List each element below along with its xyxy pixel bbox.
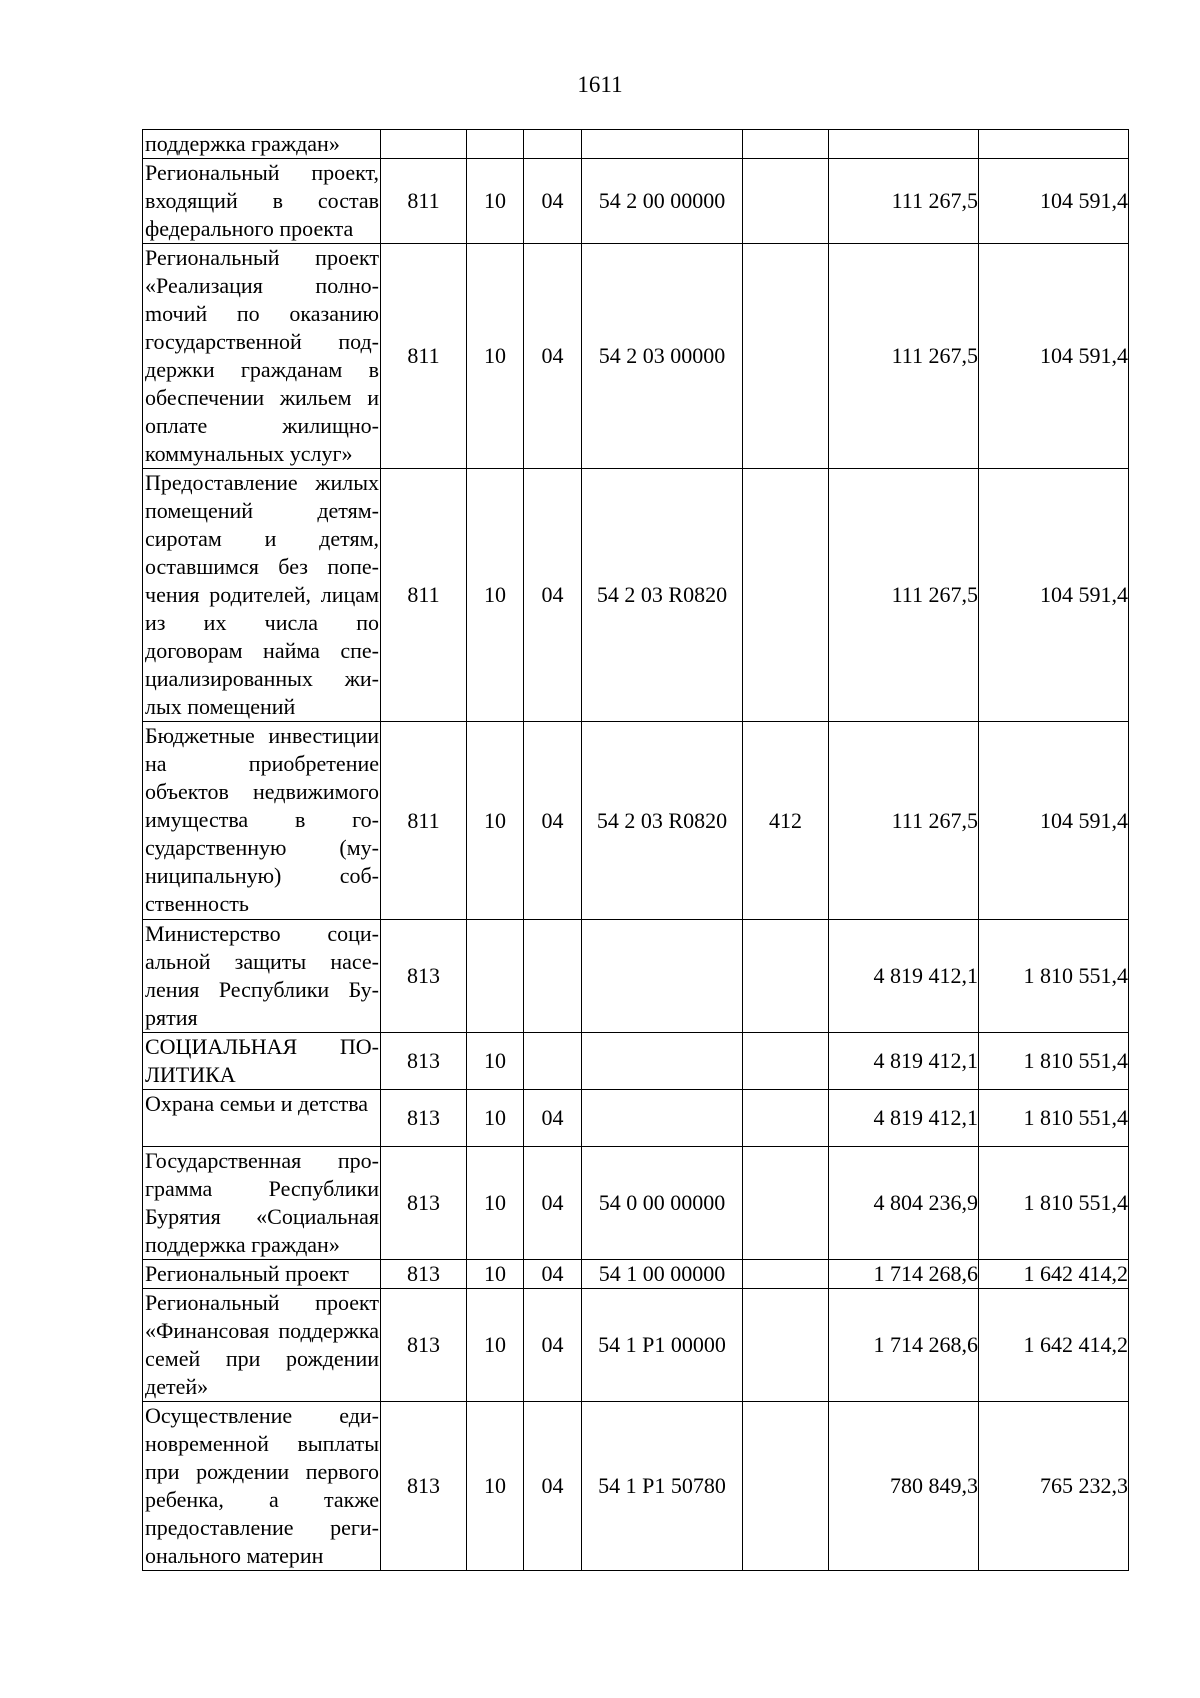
row-name-cell: Бюджетные инвестиции на приобретение объектов недвижимого имущества в государственную (муниципальную) собственность <box>143 722 381 920</box>
target-article-cell: 54 2 00 00000 <box>582 159 743 244</box>
table-row <box>143 1090 1129 1147</box>
row-name-cell: Региональный проект, входящий в состав федерального проекта <box>143 159 381 244</box>
amount-year2-cell <box>979 130 1129 159</box>
section-cell: 10 <box>467 1260 524 1289</box>
row-name-cell: Охрана семьи и детства <box>143 1090 381 1147</box>
table-row <box>143 1147 1129 1260</box>
amount-year2-cell: 104 591,4 <box>979 159 1129 244</box>
subsection-cell: 04 <box>524 1402 582 1571</box>
amount-year2-cell: 1 810 551,4 <box>979 920 1129 1033</box>
section-cell: 10 <box>467 1289 524 1402</box>
target-article-cell: 54 1 P1 50780 <box>582 1402 743 1571</box>
table-row <box>143 159 1129 244</box>
table-row <box>143 722 1129 920</box>
row-name-cell: Региональный проект «Реализация полноmочий по оказанию государственной поддержки гражданам в обеспечении жильем и оплате жилищно-коммунальных услуг» <box>143 244 381 469</box>
expense-type-cell <box>743 130 829 159</box>
table-row <box>143 130 1129 159</box>
section-cell: 10 <box>467 159 524 244</box>
expense-type-cell <box>743 469 829 722</box>
subsection-cell: 04 <box>524 1260 582 1289</box>
row-name-cell: Региональный проект «Финансовая поддержка семей при рождении детей» <box>143 1289 381 1402</box>
expense-type-cell <box>743 1147 829 1260</box>
grbs-cell <box>381 130 467 159</box>
grbs-cell: 811 <box>381 159 467 244</box>
amount-year1-cell: 4 804 236,9 <box>829 1147 979 1260</box>
subsection-cell: 04 <box>524 159 582 244</box>
row-name-cell: Осуществление единовременной выплаты при рождении первого ребенка, а также предоставление регионального материн <box>143 1402 381 1571</box>
subsection-cell: 04 <box>524 1147 582 1260</box>
subsection-cell <box>524 130 582 159</box>
amount-year1-cell: 4 819 412,1 <box>829 1033 979 1090</box>
expense-type-cell <box>743 1402 829 1571</box>
grbs-cell: 813 <box>381 1402 467 1571</box>
amount-year2-cell: 1 810 551,4 <box>979 1090 1129 1147</box>
target-article-cell <box>582 1090 743 1147</box>
expense-type-cell <box>743 1260 829 1289</box>
target-article-cell: 54 1 P1 00000 <box>582 1289 743 1402</box>
section-cell: 10 <box>467 1090 524 1147</box>
page-number: 1611 <box>577 72 623 97</box>
grbs-cell: 813 <box>381 1147 467 1260</box>
expense-type-cell <box>743 159 829 244</box>
row-name-cell: поддержка граждан» <box>143 130 381 159</box>
grbs-cell: 813 <box>381 1090 467 1147</box>
amount-year2-cell: 1 642 414,2 <box>979 1289 1129 1402</box>
grbs-cell: 811 <box>381 722 467 920</box>
table-body <box>143 130 1129 1571</box>
section-cell: 10 <box>467 469 524 722</box>
target-article-cell: 54 2 03 R0820 <box>582 469 743 722</box>
amount-year1-cell <box>829 130 979 159</box>
target-article-cell <box>582 130 743 159</box>
grbs-cell: 813 <box>381 1289 467 1402</box>
table-row <box>143 1289 1129 1402</box>
target-article-cell: 54 1 00 00000 <box>582 1260 743 1289</box>
table-row <box>143 244 1129 469</box>
section-cell: 10 <box>467 1033 524 1090</box>
target-article-cell <box>582 1033 743 1090</box>
amount-year2-cell: 104 591,4 <box>979 722 1129 920</box>
amount-year1-cell: 111 267,5 <box>829 159 979 244</box>
amount-year2-cell: 1 810 551,4 <box>979 1147 1129 1260</box>
grbs-cell: 813 <box>381 920 467 1033</box>
table-row <box>143 1402 1129 1571</box>
subsection-cell: 04 <box>524 1090 582 1147</box>
budget-table <box>142 129 1129 1571</box>
amount-year1-cell: 111 267,5 <box>829 722 979 920</box>
amount-year1-cell: 1 714 268,6 <box>829 1289 979 1402</box>
section-cell: 10 <box>467 1147 524 1260</box>
expense-type-cell <box>743 920 829 1033</box>
subsection-cell: 04 <box>524 469 582 722</box>
row-name-cell: СОЦИАЛЬНАЯ ПОЛИТИКА <box>143 1033 381 1090</box>
section-cell: 10 <box>467 722 524 920</box>
table-row <box>143 1260 1129 1289</box>
subsection-cell <box>524 920 582 1033</box>
table-row <box>143 920 1129 1033</box>
amount-year2-cell: 104 591,4 <box>979 244 1129 469</box>
section-cell <box>467 130 524 159</box>
target-article-cell: 54 2 03 00000 <box>582 244 743 469</box>
amount-year1-cell: 111 267,5 <box>829 469 979 722</box>
table-row <box>143 1033 1129 1090</box>
row-name-cell: Региональный проект <box>143 1260 381 1289</box>
amount-year1-cell: 111 267,5 <box>829 244 979 469</box>
amount-year1-cell: 4 819 412,1 <box>829 920 979 1033</box>
section-cell <box>467 920 524 1033</box>
amount-year1-cell: 4 819 412,1 <box>829 1090 979 1147</box>
grbs-cell: 811 <box>381 244 467 469</box>
amount-year2-cell: 1 642 414,2 <box>979 1260 1129 1289</box>
row-name-cell: Министерство социальной защиты населения Республики Бурятия <box>143 920 381 1033</box>
grbs-cell: 813 <box>381 1033 467 1090</box>
grbs-cell: 813 <box>381 1260 467 1289</box>
row-name-cell: Государственная программа Республики Бурятия «Социальная поддержка граждан» <box>143 1147 381 1260</box>
expense-type-cell <box>743 1289 829 1402</box>
target-article-cell <box>582 920 743 1033</box>
expense-type-cell <box>743 1090 829 1147</box>
expense-type-cell <box>743 244 829 469</box>
expense-type-cell: 412 <box>743 722 829 920</box>
target-article-cell: 54 2 03 R0820 <box>582 722 743 920</box>
amount-year2-cell: 104 591,4 <box>979 469 1129 722</box>
expense-type-cell <box>743 1033 829 1090</box>
subsection-cell: 04 <box>524 722 582 920</box>
subsection-cell <box>524 1033 582 1090</box>
section-cell: 10 <box>467 1402 524 1571</box>
target-article-cell: 54 0 00 00000 <box>582 1147 743 1260</box>
grbs-cell: 811 <box>381 469 467 722</box>
amount-year2-cell: 765 232,3 <box>979 1402 1129 1571</box>
amount-year2-cell: 1 810 551,4 <box>979 1033 1129 1090</box>
section-cell: 10 <box>467 244 524 469</box>
subsection-cell: 04 <box>524 1289 582 1402</box>
table-row <box>143 469 1129 722</box>
subsection-cell: 04 <box>524 244 582 469</box>
amount-year1-cell: 1 714 268,6 <box>829 1260 979 1289</box>
row-name-cell: Предоставление жилых помещений детям-сиротам и детям, оставшимся без попечения родителей, лицам из их числа по договорам найма специализированных жилых помещений <box>143 469 381 722</box>
amount-year1-cell: 780 849,3 <box>829 1402 979 1571</box>
